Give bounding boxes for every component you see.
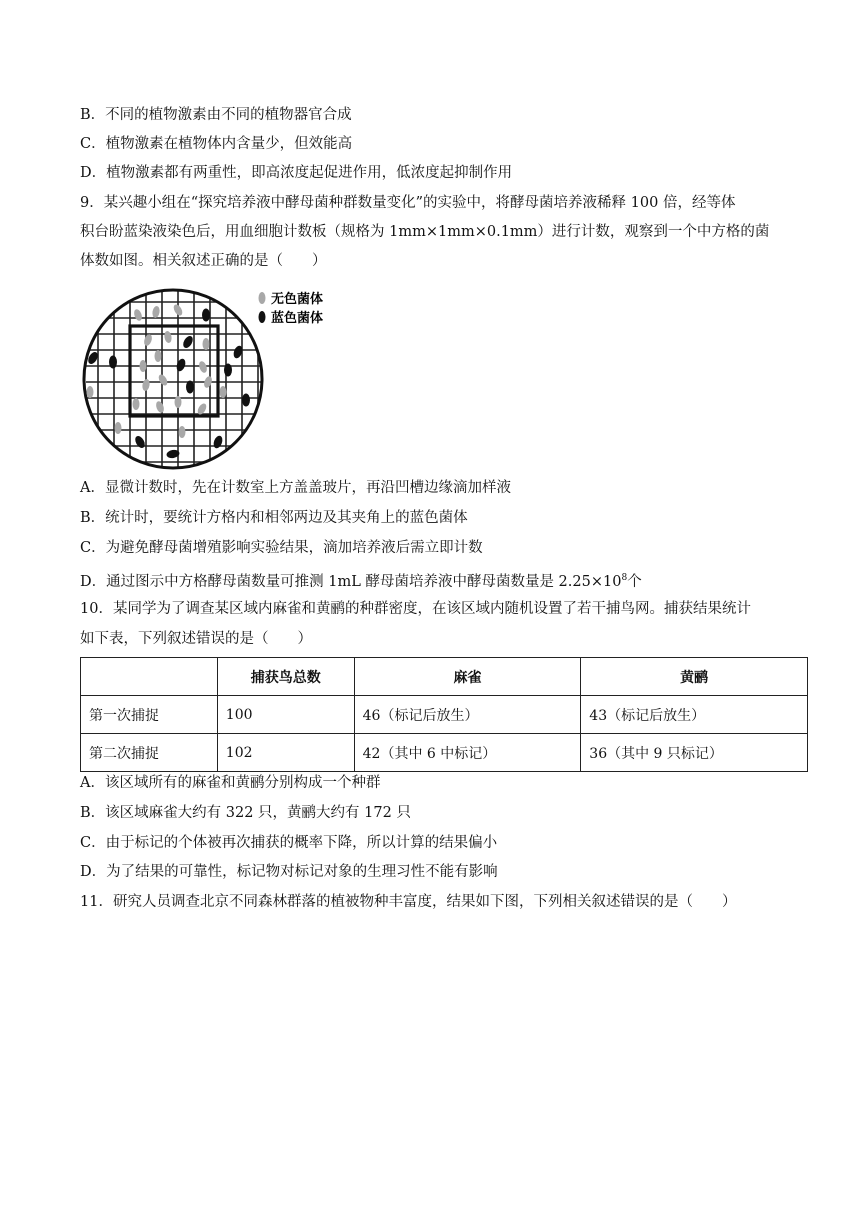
colorless-cell (157, 373, 169, 387)
blue-cell (109, 356, 117, 369)
table-header-cell: 黄鹂 (581, 658, 808, 696)
option-d10: D．为了结果的可靠性，标记物对标记对象的生理习性不能有影响 (80, 864, 498, 880)
blue-cell (212, 435, 224, 450)
question-9-line-1: 9．某兴趣小组在“探究培养液中酵母菌种群数量变化”的实验中，将酵母菌培养液稀释 100 倍，经等体 (80, 195, 736, 211)
colorless-cell (155, 400, 166, 414)
option-c9: C．为避免酵母菌增殖影响实验结果，滴加培养液后需立即计数 (80, 540, 483, 556)
legend-blue-label: 蓝色菌体 (271, 311, 324, 326)
option-d9 (80, 568, 642, 592)
table-row (81, 734, 808, 772)
table-cell: 100 (217, 696, 354, 734)
colorless-cell (140, 360, 147, 372)
option-a10: A．该区域所有的麻雀和黄鹂分别构成一个种群 (80, 775, 381, 791)
table-header-cell: 麻雀 (354, 658, 581, 696)
colorless-cell (198, 360, 209, 374)
colorless-cell (143, 333, 154, 347)
colorless-cell (87, 386, 94, 398)
legend-blue-cell-icon (259, 311, 266, 323)
question-10-line-1: 10．某同学为了调查某区域内麻雀和黄鹂的种群密度，在该区域内随机设置了若干捕鸟网。捕获结果统计 (80, 601, 751, 617)
table-header-row (81, 658, 808, 696)
option-b10: B．该区域麻雀大约有 322 只，黄鹂大约有 172 只 (80, 805, 411, 821)
blue-cell (186, 381, 194, 394)
table-cell: 第二次捕捉 (81, 734, 218, 772)
question-11: 11．研究人员调查北京不同森林群落的植被物种丰富度，结果如下图，下列相关叙述错误的是（ ） (80, 894, 737, 910)
blue-cell (175, 358, 187, 373)
option-c10: C．由于标记的个体被再次捕获的概率下降，所以计算的结果偏小 (80, 835, 498, 851)
question-9-line-2: 积台盼蓝染液染色后，用血细胞计数板（规格为 1mm×1mm×0.1mm）进行计数，观察到一个中方格的菌 (80, 224, 770, 240)
option-b9: B．统计时，要统计方格内和相邻两边及其夹角上的蓝色菌体 (80, 510, 468, 526)
capture-results-table (80, 657, 808, 772)
colorless-cell (152, 305, 161, 318)
table-cell: 42（其中 6 中标记） (354, 734, 581, 772)
table-cell: 43（标记后放生） (581, 696, 808, 734)
line-option-c8: C．植物激素在植物体内含量少，但效能高 (80, 136, 353, 152)
colorless-cell (203, 338, 210, 350)
colorless-cell (155, 350, 162, 362)
colorless-cell (115, 422, 122, 434)
colorless-cell (133, 308, 144, 322)
blue-cell (133, 434, 146, 449)
blue-cell (224, 364, 232, 377)
option-a9: A．显微计数时，先在计数室上方盖盖玻片，再沿凹槽边缘滴加样液 (80, 480, 511, 496)
legend-colorless-cell-icon (259, 292, 266, 304)
table-header-cell (81, 658, 218, 696)
option-d9-exponent: 8 (621, 573, 628, 583)
colorless-cell (164, 330, 173, 343)
option-d9-text: D．通过图示中方格酵母菌数量可推测 1mL 酵母菌培养液中酵母菌数量是 2.25×10 (80, 573, 622, 590)
colorless-cell (133, 398, 140, 410)
table-cell: 第一次捕捉 (81, 696, 218, 734)
table-cell: 46（标记后放生） (354, 696, 581, 734)
table-cell: 36（其中 9 只标记） (581, 734, 808, 772)
line-option-b8: B．不同的植物激素由不同的植物器官合成 (80, 107, 352, 123)
colorless-cell (142, 378, 151, 391)
blue-cell (242, 394, 250, 407)
question-9-line-3: 体数如图。相关叙述正确的是（ ） (80, 253, 327, 269)
table-header-cell: 捕获鸟总数 (217, 658, 354, 696)
table-cell: 102 (217, 734, 354, 772)
legend-colorless-label: 无色菌体 (271, 292, 324, 307)
question-10-line-2: 如下表，下列叙述错误的是（ ） (80, 631, 312, 647)
table-row (81, 696, 808, 734)
field-of-view-circle (84, 290, 262, 468)
blue-cell (181, 334, 194, 349)
colorless-cell (220, 386, 227, 398)
colorless-cell (172, 303, 184, 317)
counting-chamber-figure (78, 282, 348, 472)
option-d9-suffix: 个 (627, 573, 642, 590)
blue-cell (202, 309, 210, 322)
colorless-cell (175, 396, 182, 408)
colorless-cell (179, 426, 186, 438)
line-option-d8: D．植物激素都有两重性，即高浓度起促进作用，低浓度起抑制作用 (80, 165, 513, 181)
